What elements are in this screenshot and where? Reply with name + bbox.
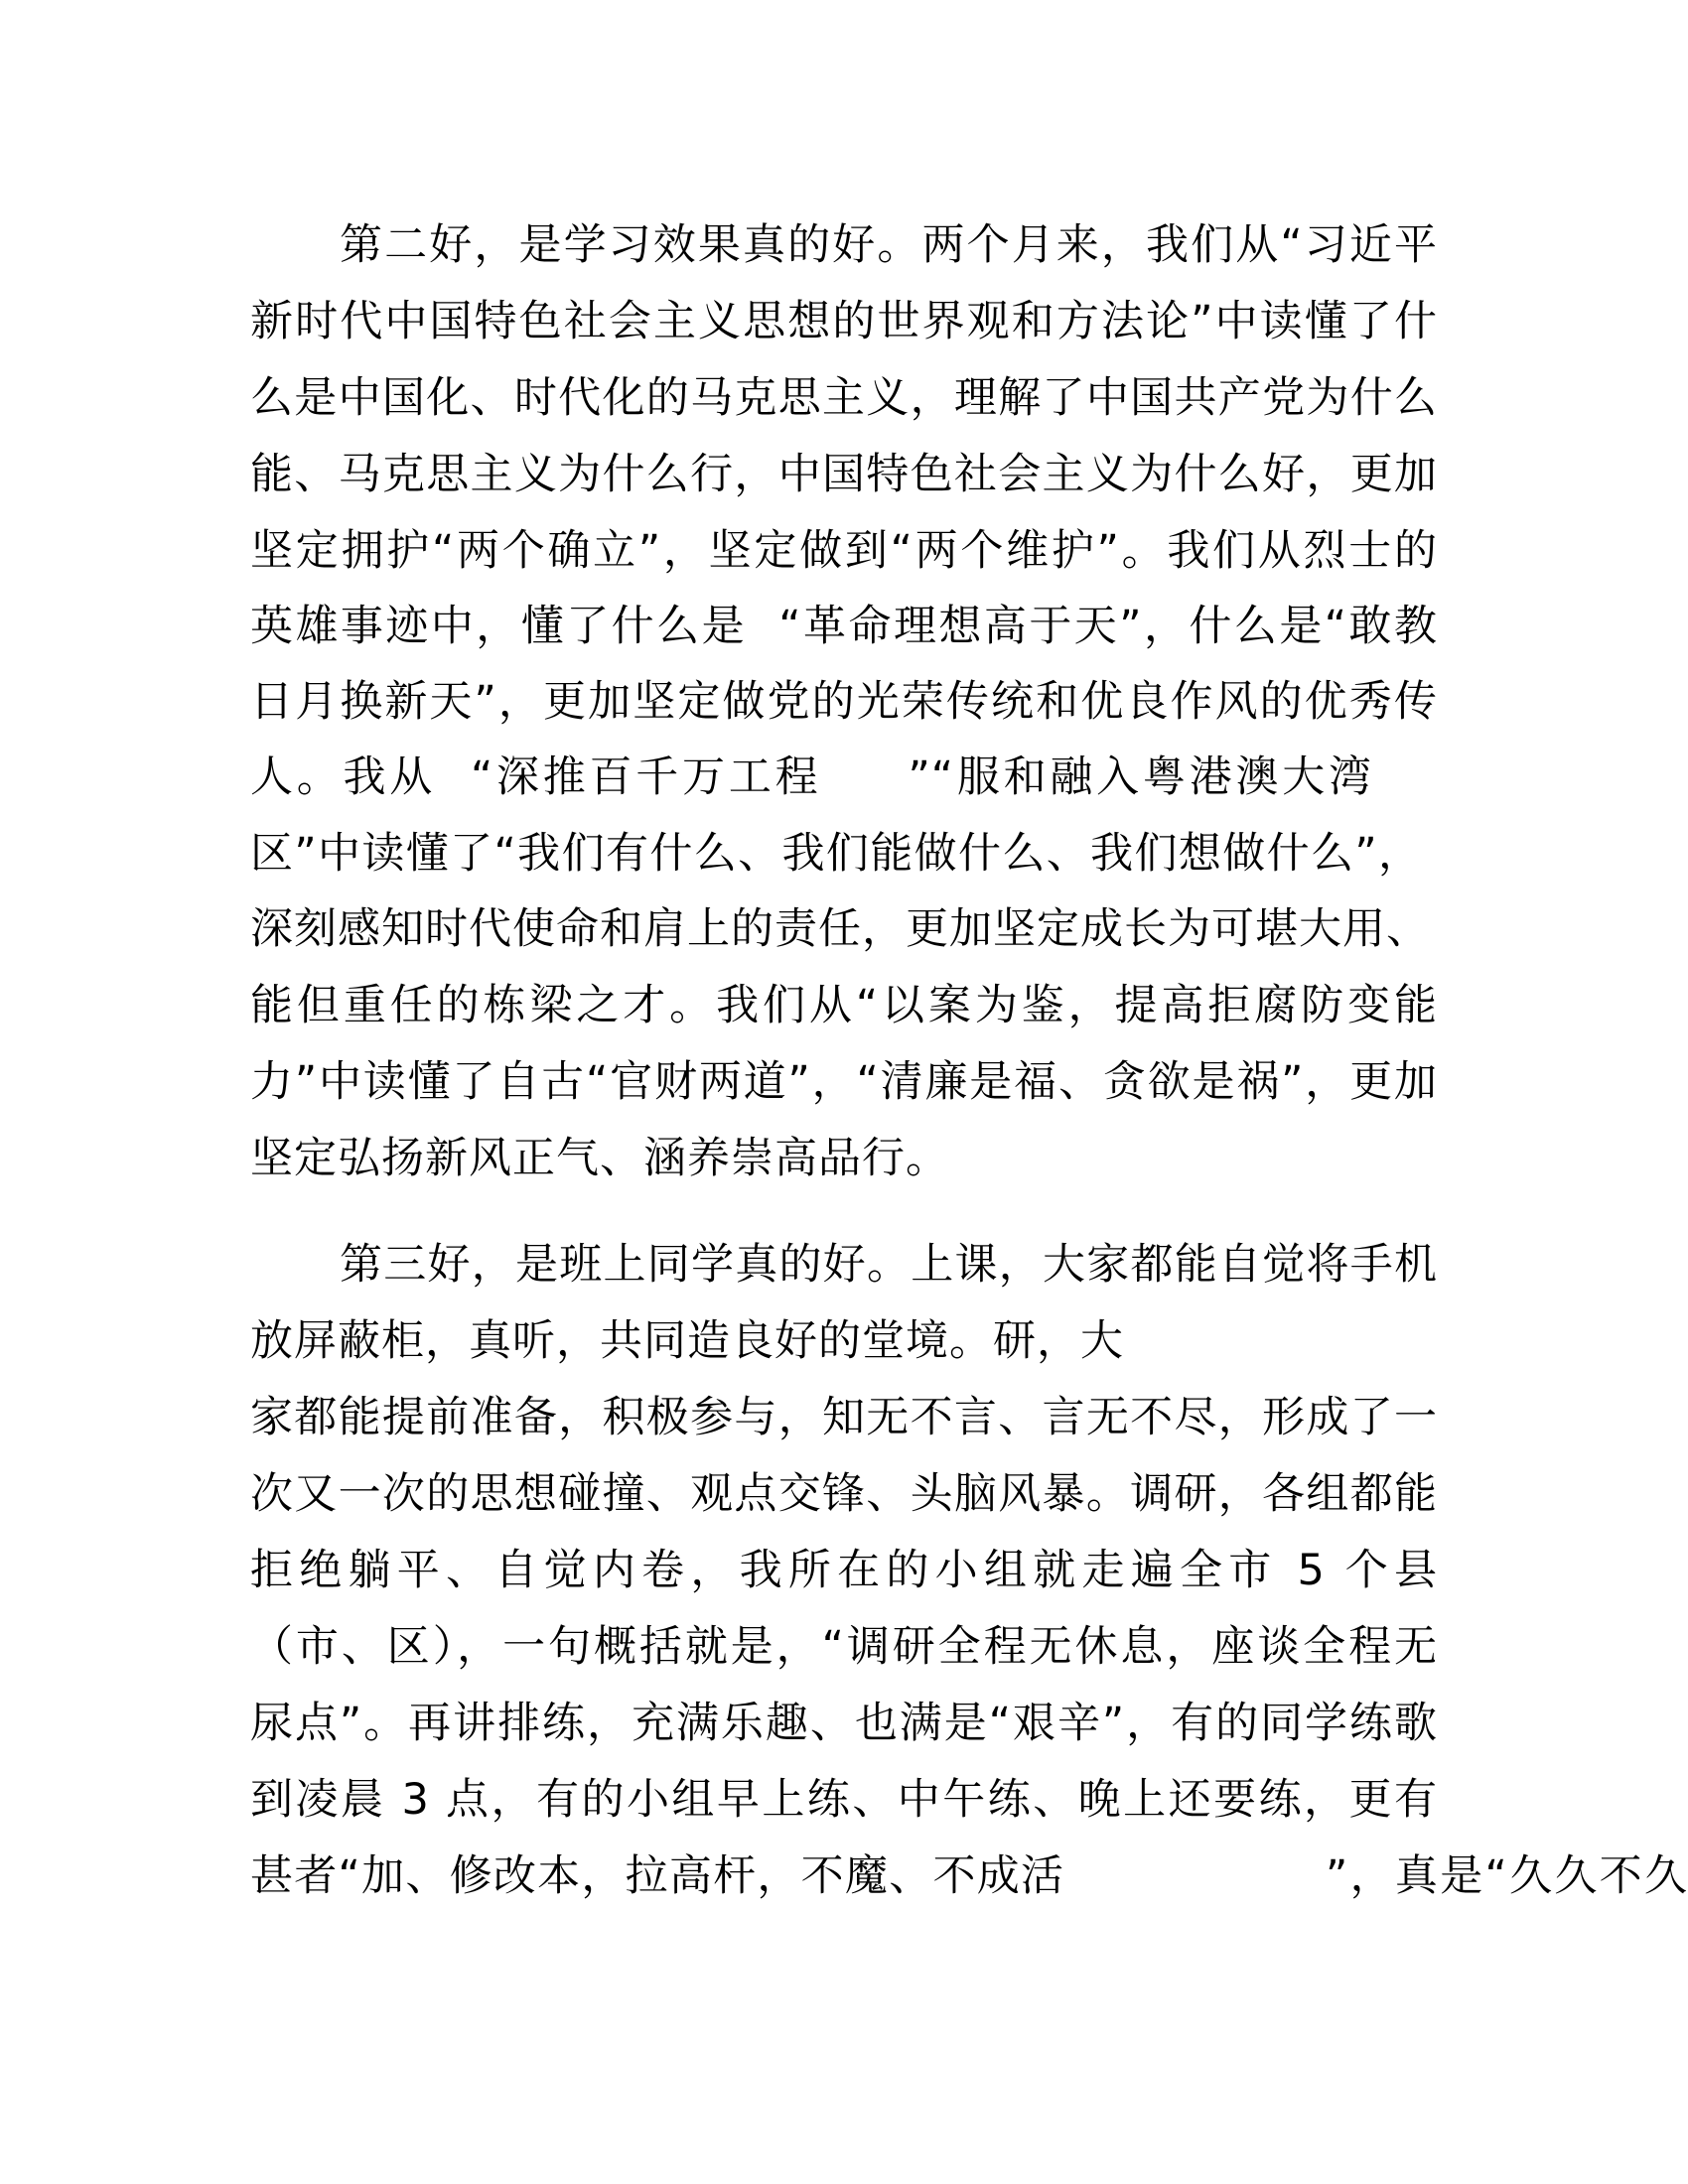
paragraph-line: 能、马克思主义为什么行，中国特色社会主义为什么好，更加 bbox=[250, 450, 1438, 499]
paragraph-line: 日月换新天”，更加坚定做党的光荣传统和优良作风的优秀传 bbox=[250, 677, 1438, 727]
paragraph-line: 拒绝躺平、自觉内卷，我所在的小组就走遍全市 5 个县 bbox=[250, 1546, 1438, 1595]
paragraph-line: 甚者“加、修改本，拉高杆，不魔、不成活 bbox=[250, 1851, 1064, 1901]
paragraph-line: 家都能提前准备，积极参与，知无不言、言无不尽，形成了一 bbox=[250, 1393, 1438, 1442]
paragraph-line: 坚定拥护“两个确立”，坚定做到“两个维护”。我们从烈士的 bbox=[250, 526, 1438, 576]
paragraph-line: 到凌晨 3 点，有的小组早上练、中午练、晚上还要练，更有 bbox=[250, 1775, 1438, 1825]
paragraph-line: 第二好，是学习效果真的好。两个月来，我们从“习近平 bbox=[340, 220, 1438, 270]
paragraph-line: 新时代中国特色社会主义思想的世界观和方法论”中读懂了什 bbox=[250, 297, 1438, 346]
paragraph-line: 第三好，是班上同学真的好。上课，大家都能自觉将手机 bbox=[340, 1240, 1438, 1290]
paragraph-line: 英雄事迹中，懂了什么是 “革命理想高于天”，什么是“敢教 bbox=[250, 602, 1438, 651]
paragraph-line: 坚定弘扬新风正气、涵养崇高品行。 bbox=[250, 1134, 949, 1183]
paragraph-line: 放屏蔽柜，真听，共同造良好的堂境。研，大 bbox=[250, 1316, 1124, 1366]
paragraph-line: 深刻感知时代使命和肩上的责任，更加坚定成长为可堪大用、 bbox=[250, 904, 1430, 954]
paragraph-line: 区”中读懂了“我们有什么、我们能做什么、我们想做什么”， bbox=[250, 829, 1422, 879]
paragraph-line: 次又一次的思想碰撞、观点交锋、头脑风暴。调研，各组都能 bbox=[250, 1469, 1438, 1519]
paragraph-line: 能但重任的栋梁之才。我们从“以案为鉴，提高拒腐防变能 bbox=[250, 981, 1438, 1030]
paragraph-line-tail: ”，真是“久久不久 bbox=[1326, 1851, 1688, 1901]
paragraph-line: 尿点”。再讲排练，充满乐趣、也满是“艰辛”，有的同学练歌 bbox=[250, 1699, 1438, 1748]
paragraph-line: 力”中读懂了自古“官财两道”，“清廉是福、贪欲是祸”，更加 bbox=[250, 1057, 1438, 1107]
paragraph-line: 人。我从 “深推百千万工程 ”“服和融入粤港澳大湾 bbox=[250, 752, 1372, 802]
paragraph-line: 么是中国化、时代化的马克思主义，理解了中国共产党为什么 bbox=[250, 373, 1438, 423]
paragraph-line: （市、区），一句概括就是，“调研全程无休息，座谈全程无 bbox=[250, 1622, 1438, 1672]
